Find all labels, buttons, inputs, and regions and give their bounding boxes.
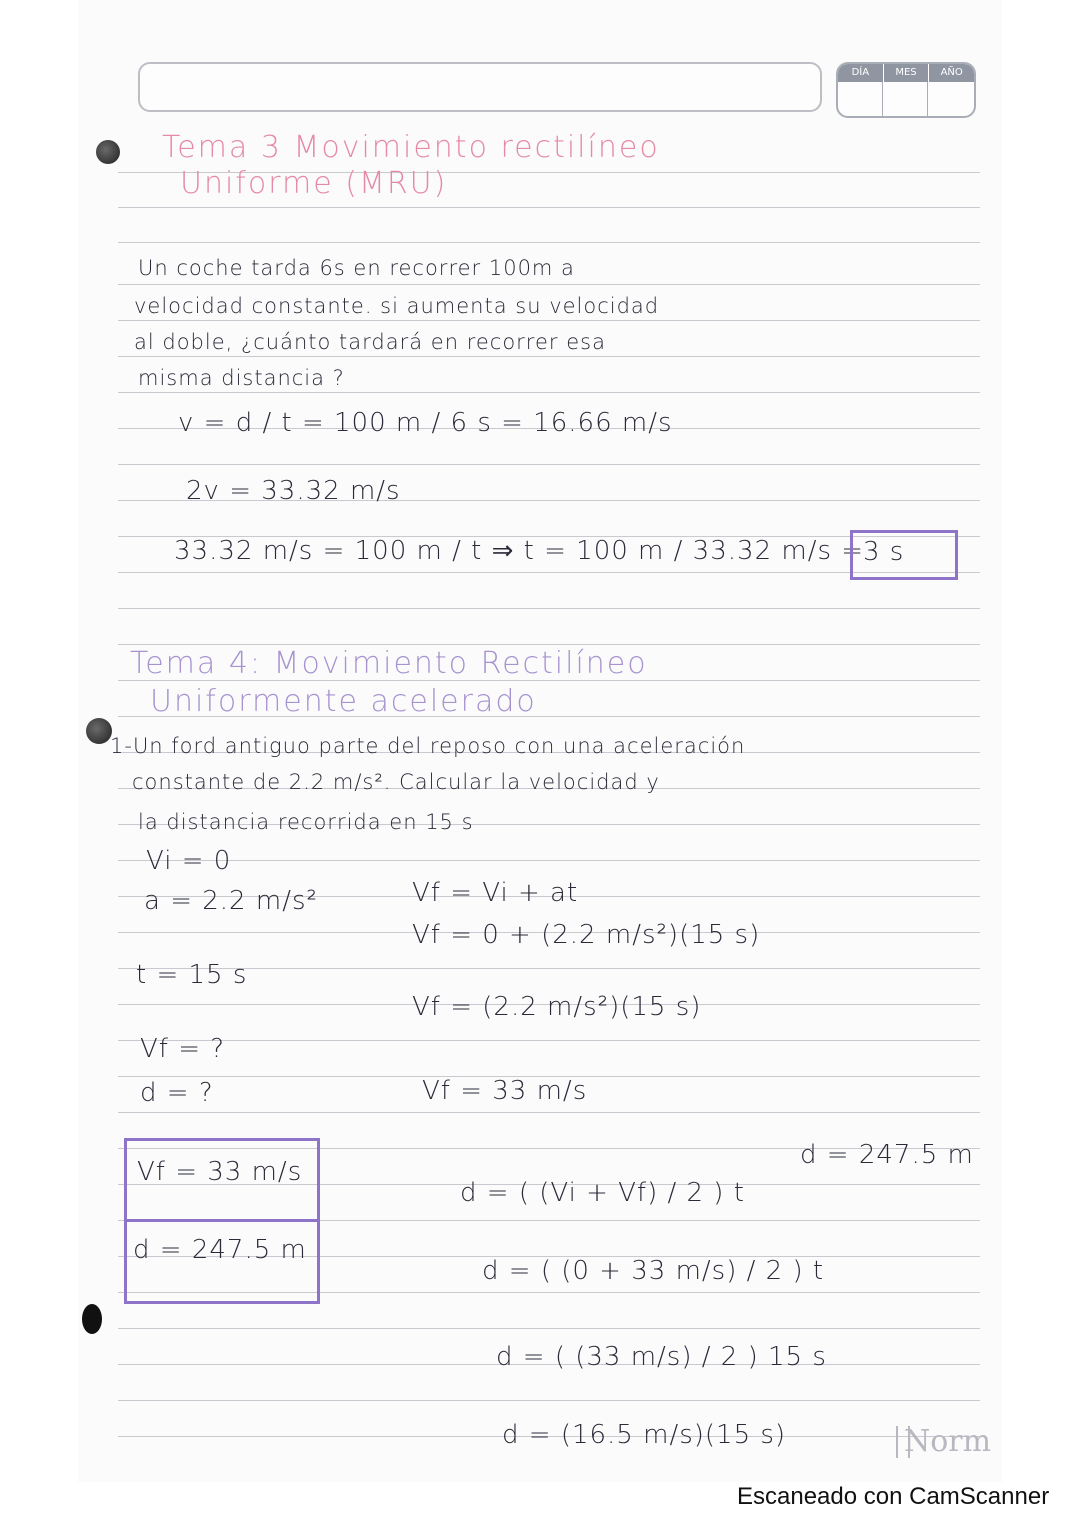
date-header: [838, 64, 974, 82]
date-divider: [927, 82, 928, 116]
binder-hole: [96, 140, 120, 164]
topic3-title-line2: Uniforme (MRU): [180, 166, 448, 201]
ruled-line: [118, 320, 980, 321]
binder-hole: [86, 718, 112, 744]
topic3-time-equation: 33.32 m/s = 100 m / t ⇒ t = 100 m / 33.32 m/s =: [174, 536, 865, 566]
topic3-problem-line: al doble, ¿cuánto tardará en recorrer esa: [134, 330, 606, 354]
topic4-title-line2: Uniformente acelerado: [150, 684, 537, 719]
ruled-line: [118, 1328, 980, 1329]
distance-step: d = ( (33 m/s) / 2 ) 15 s: [496, 1342, 827, 1372]
ruled-line: [118, 207, 980, 208]
given-distance: d = ?: [140, 1078, 214, 1108]
ruled-line: [118, 464, 980, 465]
vf-step: Vf = 33 m/s: [422, 1076, 588, 1106]
topic3-problem-line: misma distancia ?: [138, 366, 345, 390]
date-box: [836, 62, 976, 118]
topic4-problem-line: 1-Un ford antiguo parte del reposo con una aceleración: [110, 734, 746, 758]
ruled-line: [118, 392, 980, 393]
date-divider: [882, 82, 883, 116]
topic3-velocity-equation: v = d / t = 100 m / 6 s = 16.66 m/s: [178, 408, 673, 438]
ruled-line: [118, 1112, 980, 1113]
topic3-problem-line: velocidad constante. si aumenta su velocidad: [134, 294, 660, 318]
vf-step: Vf = (2.2 m/s²)(15 s): [412, 992, 702, 1022]
ruled-line: [118, 242, 980, 243]
ruled-line: [118, 1040, 980, 1041]
answer-distance: d = 247.5 m: [133, 1235, 307, 1265]
topic3-result: 3 s: [863, 537, 905, 567]
brand-watermark: Norm: [904, 1424, 992, 1459]
given-final-velocity: Vf = ?: [140, 1034, 226, 1064]
topic4-title-line1: Tema 4: Movimiento Rectilíneo: [130, 646, 648, 681]
distance-step: d = ( (Vi + Vf) / 2 ) t: [460, 1178, 745, 1208]
vf-step: Vf = Vi + at: [412, 878, 579, 908]
topic3-result-box: [850, 530, 958, 580]
distance-step: d = ( (0 + 33 m/s) / 2 ) t: [482, 1256, 825, 1286]
answer-box: [124, 1138, 320, 1304]
topic4-problem-line: la distancia recorrida en 15 s: [138, 810, 474, 834]
answer-final-velocity: Vf = 33 m/s: [137, 1157, 303, 1187]
topic3-title-line1: Tema 3 Movimiento rectilíneo: [162, 130, 660, 165]
topic3-double-velocity: 2v = 33.32 m/s: [186, 476, 401, 506]
notebook-page: [78, 0, 1002, 1482]
ruled-line: [118, 860, 980, 861]
topic4-problem-line: constante de 2.2 m/s². Calcular la velocidad y: [132, 770, 660, 794]
scanner-footer: Escaneado con CamScanner: [737, 1483, 1050, 1510]
ruled-line: [118, 1400, 980, 1401]
date-label-year: AÑO: [940, 67, 963, 78]
ruled-line: [118, 608, 980, 609]
answer-box-divider: [127, 1219, 317, 1222]
ruled-line: [118, 356, 980, 357]
date-label-day: DÍA: [838, 64, 884, 82]
ruled-line: [118, 284, 980, 285]
title-field-box: [138, 62, 822, 112]
topic3-problem-line: Un coche tarda 6s en recorrer 100m a: [138, 256, 575, 280]
distance-result: d = 247.5 m: [800, 1140, 974, 1170]
binder-hole: [82, 1304, 102, 1334]
given-acceleration: a = 2.2 m/s²: [144, 886, 318, 916]
date-label-month: MES: [884, 64, 930, 82]
ruled-line: [118, 644, 980, 645]
vf-step: Vf = 0 + (2.2 m/s²)(15 s): [412, 920, 761, 950]
given-time: t = 15 s: [136, 960, 248, 990]
given-initial-velocity: Vi = 0: [146, 846, 232, 876]
distance-step: d = (16.5 m/s)(15 s): [502, 1420, 787, 1450]
